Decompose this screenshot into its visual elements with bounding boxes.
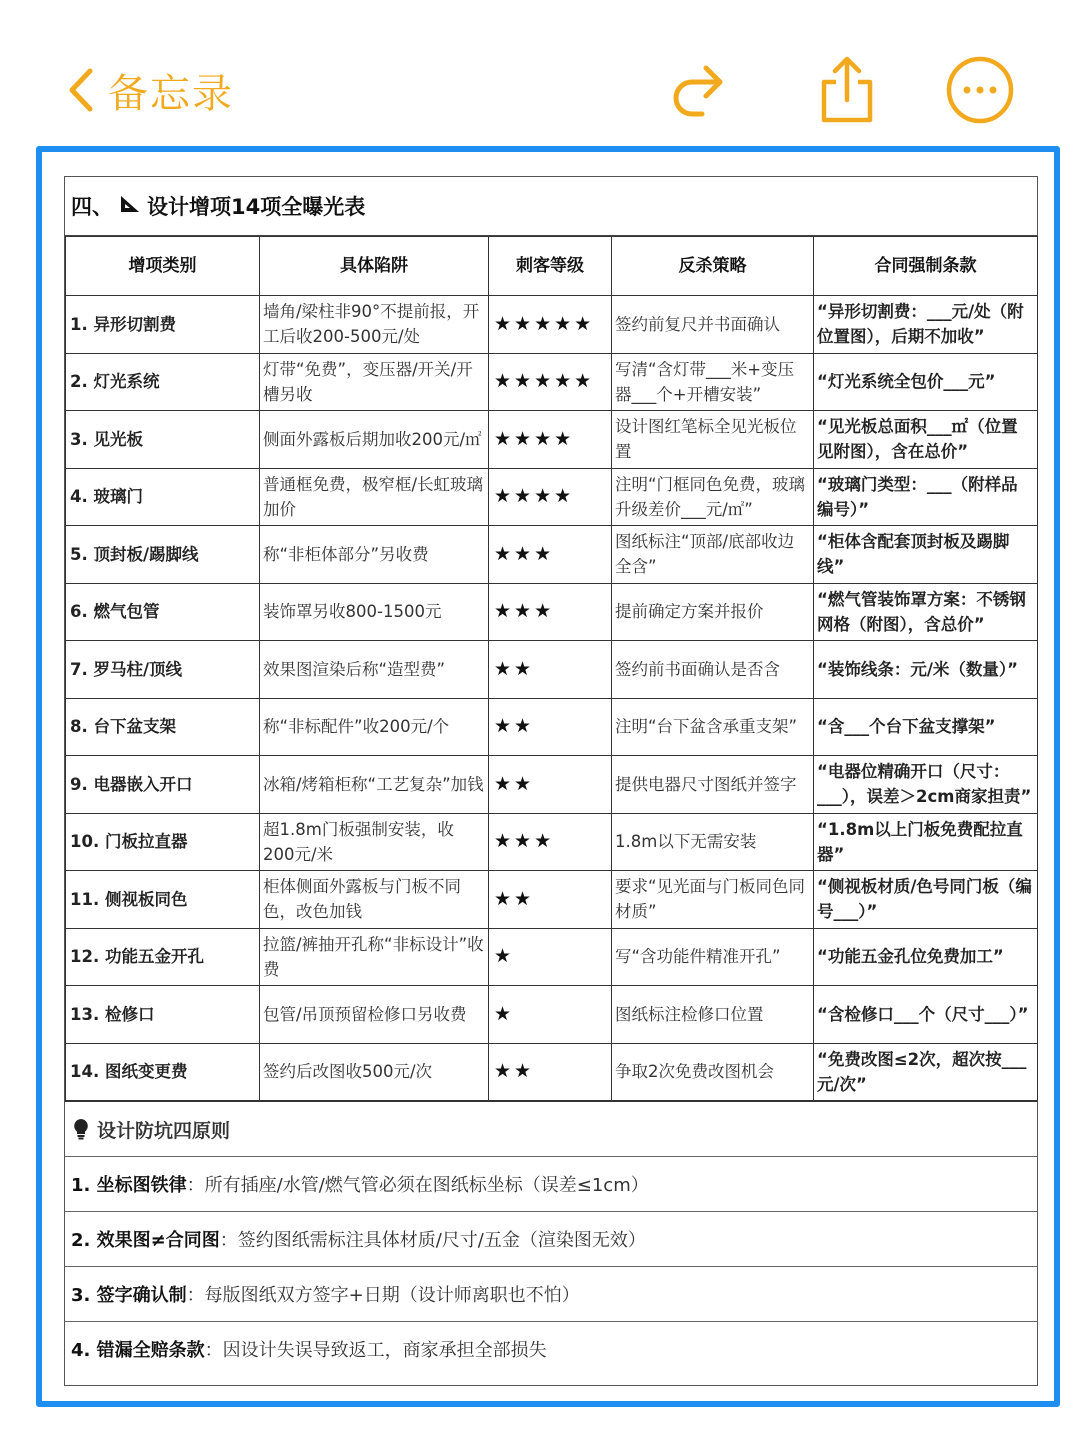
risk-level-cell: ★★★★★ <box>489 296 612 354</box>
strategy-cell: 要求“见光面与门板同色同材质” <box>612 871 814 929</box>
principle-heading: 1. 坐标图铁律 <box>71 1175 187 1196</box>
risk-level-cell: ★★★ <box>489 813 612 871</box>
chevron-left-icon <box>66 67 96 113</box>
strategy-cell: 写“含功能件精准开孔” <box>612 928 814 986</box>
clause-cell: “燃气管装饰罩方案：不锈钢网格（附图），含总价” <box>814 583 1038 641</box>
category-cell: 7. 罗马柱/顶线 <box>66 641 260 699</box>
trap-cell: 超1.8m门板强制安装，收200元/米 <box>260 813 489 871</box>
category-cell: 14. 图纸变更费 <box>66 1043 260 1101</box>
table-row <box>66 411 1038 469</box>
table-row <box>66 641 1038 699</box>
clause-cell: “玻璃门类型：___（附样品编号）” <box>814 468 1038 526</box>
strategy-cell: 1.8m以下无需安装 <box>612 813 814 871</box>
back-label: 备忘录 <box>108 70 234 117</box>
principle-item <box>65 1212 1037 1267</box>
clause-cell: “电器位精确开口（尺寸：___），误差＞2cm商家担责” <box>814 756 1038 814</box>
principle-text: ：签约图纸需标注具体材质/尺寸/五金（渲染图无效） <box>219 1230 646 1251</box>
risk-level-cell: ★ <box>489 986 612 1044</box>
principles-list <box>65 1157 1037 1376</box>
strategy-cell: 写清“含灯带___米+变压器___个+开槽安装” <box>612 353 814 411</box>
category-cell: 10. 门板拉直器 <box>66 813 260 871</box>
table-row <box>66 986 1038 1044</box>
trap-cell: 墙角/梁柱非90°不提前报，开工后收200-500元/处 <box>260 296 489 354</box>
trap-cell: 冰箱/烤箱柜称“工艺复杂”加钱 <box>260 756 489 814</box>
clause-cell: “柜体含配套顶封板及踢脚线” <box>814 526 1038 584</box>
principle-item <box>65 1267 1037 1322</box>
table-row <box>66 353 1038 411</box>
clause-cell: “含检修口___个（尺寸___）” <box>814 986 1038 1044</box>
principle-heading: 3. 签字确认制 <box>71 1285 187 1306</box>
column-header: 刺客等级 <box>489 237 612 296</box>
trap-cell: 灯带“免费”，变压器/开关/开槽另收 <box>260 353 489 411</box>
category-cell: 9. 电器嵌入开口 <box>66 756 260 814</box>
strategy-cell: 签约前书面确认是否含 <box>612 641 814 699</box>
trap-cell: 包管/吊顶预留检修口另收费 <box>260 986 489 1044</box>
back-button[interactable] <box>66 62 234 118</box>
table-row <box>66 583 1038 641</box>
strategy-cell: 注明“台下盆含承重支架” <box>612 698 814 756</box>
category-cell: 3. 见光板 <box>66 411 260 469</box>
trap-cell: 普通框免费，极窄框/长虹玻璃加价 <box>260 468 489 526</box>
more-ellipsis-icon <box>942 52 1018 128</box>
principle-text: ：所有插座/水管/燃气管必须在图纸标坐标（误差≤1cm） <box>186 1175 649 1196</box>
table-row <box>66 1043 1038 1101</box>
clause-cell: “见光板总面积___㎡（位置见附图），含在总价” <box>814 411 1038 469</box>
doc-title-prefix: 四、 <box>71 195 113 219</box>
doc-title-main: 设计增项14项全曝光表 <box>147 195 366 219</box>
share-icon <box>808 52 884 128</box>
risk-level-cell: ★★ <box>489 756 612 814</box>
strategy-cell: 提前确定方案并报价 <box>612 583 814 641</box>
table-row <box>66 813 1038 871</box>
table-row <box>66 526 1038 584</box>
table-header-row <box>66 237 1038 296</box>
navigation-bar <box>0 0 1080 145</box>
clause-cell: “1.8m以上门板免费配拉直器” <box>814 813 1038 871</box>
column-header: 合同强制条款 <box>814 237 1038 296</box>
strategy-cell: 签约前复尺并书面确认 <box>612 296 814 354</box>
principles-heading <box>65 1101 1037 1157</box>
principle-heading: 4. 错漏全赔条款 <box>71 1340 205 1361</box>
trap-cell: 柜体侧面外露板与门板不同色，改色加钱 <box>260 871 489 929</box>
items-table <box>65 236 1038 1101</box>
category-cell: 4. 玻璃门 <box>66 468 260 526</box>
category-cell: 8. 台下盆支架 <box>66 698 260 756</box>
trap-cell: 称“非标配件”收200元/个 <box>260 698 489 756</box>
strategy-cell: 提供电器尺寸图纸并签字 <box>612 756 814 814</box>
risk-level-cell: ★ <box>489 928 612 986</box>
table-row <box>66 296 1038 354</box>
table-row <box>66 871 1038 929</box>
document-image <box>64 176 1038 1386</box>
risk-level-cell: ★★ <box>489 1043 612 1101</box>
column-header: 增项类别 <box>66 237 260 296</box>
principle-item <box>65 1322 1037 1376</box>
risk-level-cell: ★★★ <box>489 583 612 641</box>
principle-heading: 2. 效果图≠合同图 <box>71 1230 220 1251</box>
doc-title <box>65 177 1037 236</box>
clause-cell: “含___个台下盆支撑架” <box>814 698 1038 756</box>
strategy-cell: 注明“门框同色免费，玻璃升级差价___元/㎡” <box>612 468 814 526</box>
trap-cell: 装饰罩另收800-1500元 <box>260 583 489 641</box>
column-header: 反杀策略 <box>612 237 814 296</box>
risk-level-cell: ★★ <box>489 641 612 699</box>
strategy-cell: 设计图红笔标全见光板位置 <box>612 411 814 469</box>
table-row <box>66 698 1038 756</box>
clause-cell: “侧视板材质/色号同门板（编号___）” <box>814 871 1038 929</box>
principle-text: ：因设计失误导致返工，商家承担全部损失 <box>204 1340 547 1361</box>
column-header: 具体陷阱 <box>260 237 489 296</box>
risk-level-cell: ★★★★★ <box>489 353 612 411</box>
risk-level-cell: ★★★★ <box>489 411 612 469</box>
trap-cell: 侧面外露板后期加收200元/㎡ <box>260 411 489 469</box>
trap-cell: 效果图渲染后称“造型费” <box>260 641 489 699</box>
share-button[interactable] <box>808 52 884 128</box>
risk-level-cell: ★★ <box>489 871 612 929</box>
risk-level-cell: ★★★ <box>489 526 612 584</box>
category-cell: 11. 侧视板同色 <box>66 871 260 929</box>
clause-cell: “功能五金孔位免费加工” <box>814 928 1038 986</box>
category-cell: 5. 顶封板/踢脚线 <box>66 526 260 584</box>
trap-cell: 称“非柜体部分”另收费 <box>260 526 489 584</box>
trap-cell: 签约后改图收500元/次 <box>260 1043 489 1101</box>
clause-cell: “免费改图≤2次，超次按___元/次” <box>814 1043 1038 1101</box>
strategy-cell: 图纸标注检修口位置 <box>612 986 814 1044</box>
category-cell: 13. 检修口 <box>66 986 260 1044</box>
clause-cell: “异形切割费：___元/处（附位置图），后期不加收” <box>814 296 1038 354</box>
category-cell: 1. 异形切割费 <box>66 296 260 354</box>
category-cell: 2. 灯光系统 <box>66 353 260 411</box>
set-square-icon <box>119 194 141 214</box>
principles-title: 设计防坑四原则 <box>97 1119 231 1142</box>
strategy-cell: 图纸标注“顶部/底部收边全含” <box>612 526 814 584</box>
trap-cell: 拉篮/裤抽开孔称“非标设计”收费 <box>260 928 489 986</box>
table-row <box>66 928 1038 986</box>
lightbulb-icon <box>73 1118 89 1140</box>
doc-title-text <box>71 191 365 221</box>
principle-text: ：每版图纸双方签字+日期（设计师离职也不怕） <box>186 1285 580 1306</box>
principle-item <box>65 1157 1037 1212</box>
clause-cell: “灯光系统全包价___元” <box>814 353 1038 411</box>
strategy-cell: 争取2次免费改图机会 <box>612 1043 814 1101</box>
table-row <box>66 468 1038 526</box>
risk-level-cell: ★★★★ <box>489 468 612 526</box>
category-cell: 6. 燃气包管 <box>66 583 260 641</box>
redo-arrow-icon <box>662 52 738 128</box>
risk-level-cell: ★★ <box>489 698 612 756</box>
category-cell: 12. 功能五金开孔 <box>66 928 260 986</box>
table-row <box>66 756 1038 814</box>
more-button[interactable] <box>942 52 1018 128</box>
redo-button[interactable] <box>662 52 738 128</box>
clause-cell: “装饰线条：元/米（数量）” <box>814 641 1038 699</box>
